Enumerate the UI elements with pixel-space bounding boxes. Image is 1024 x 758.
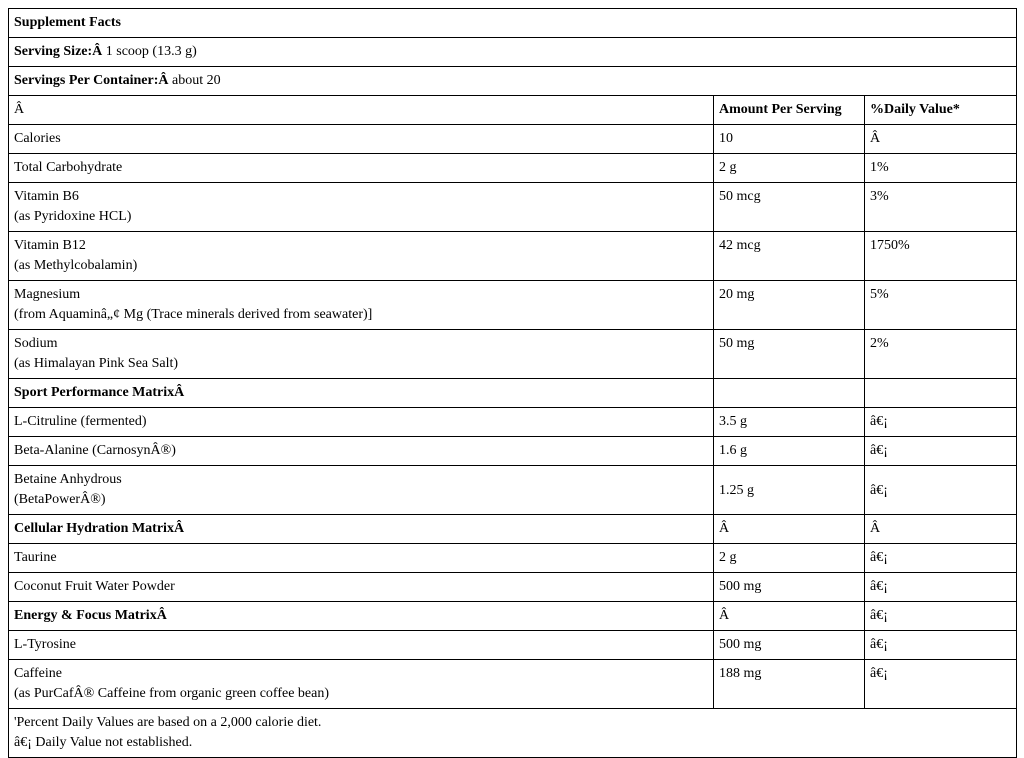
- daily-value-cell: 5%: [865, 281, 1017, 330]
- table-title: Supplement Facts: [9, 9, 1017, 38]
- section-title: Cellular Hydration MatrixÂ: [9, 515, 714, 544]
- section-title: Energy & Focus MatrixÂ: [9, 602, 714, 631]
- table-row: [9, 660, 1017, 709]
- table-row: [9, 437, 1017, 466]
- nutrient-name-cell: [9, 232, 714, 281]
- column-header-row: [9, 96, 1017, 125]
- header-daily-value: %Daily Value*: [865, 96, 1017, 125]
- footnote-daily-value-not-established: â€¡ Daily Value not established.: [14, 735, 193, 750]
- daily-value-cell: 1750%: [865, 232, 1017, 281]
- nutrient-name: Calories: [14, 131, 61, 146]
- nutrient-name-cell: [9, 437, 714, 466]
- daily-value-cell: â€¡: [865, 660, 1017, 709]
- daily-value-cell: 3%: [865, 183, 1017, 232]
- servings-per-container-value: about 20: [168, 73, 221, 88]
- nutrient-source: (BetaPowerÂ®): [14, 492, 106, 507]
- nutrient-name: Magnesium: [14, 287, 81, 302]
- daily-value-cell: â€¡: [865, 544, 1017, 573]
- nutrient-name-cell: [9, 544, 714, 573]
- table-row: [9, 573, 1017, 602]
- daily-value-cell: â€¡: [865, 573, 1017, 602]
- daily-value-cell: Â: [865, 125, 1017, 154]
- amount-per-serving-cell: 3.5 g: [714, 408, 865, 437]
- nutrient-name-cell: [9, 154, 714, 183]
- table-row: [9, 408, 1017, 437]
- nutrient-rows: [9, 125, 1017, 709]
- table-row: [9, 232, 1017, 281]
- daily-value-cell: â€¡: [865, 602, 1017, 631]
- nutrient-name-cell: [9, 631, 714, 660]
- nutrient-name: Taurine: [14, 550, 57, 565]
- header-amount-per-serving: Amount Per Serving: [714, 96, 865, 125]
- nutrient-source: (as Methylcobalamin): [14, 258, 138, 273]
- section-header-row: [9, 602, 1017, 631]
- nutrient-name-cell: [9, 281, 714, 330]
- table-row: [9, 281, 1017, 330]
- supplement-facts-table: [8, 8, 1017, 758]
- nutrient-name-cell: [9, 183, 714, 232]
- nutrient-name-cell: [9, 660, 714, 709]
- nutrient-name: Coconut Fruit Water Powder: [14, 579, 175, 594]
- nutrient-source: (as Pyridoxine HCL): [14, 209, 132, 224]
- table-row: [9, 544, 1017, 573]
- amount-per-serving-cell: [714, 379, 865, 408]
- daily-value-cell: â€¡: [865, 408, 1017, 437]
- footnote-cell: [9, 709, 1017, 758]
- header-blank-cell: Â: [9, 96, 714, 125]
- nutrient-name: Vitamin B6: [14, 189, 79, 204]
- servings-per-container-label: Servings Per Container:Â: [14, 73, 169, 88]
- nutrient-name: L-Citruline (fermented): [14, 414, 147, 429]
- nutrient-name: Betaine Anhydrous: [14, 472, 122, 487]
- amount-per-serving-cell: 2 g: [714, 544, 865, 573]
- nutrient-name: Sodium: [14, 336, 58, 351]
- nutrient-name: L-Tyrosine: [14, 637, 77, 652]
- nutrient-name-cell: [9, 466, 714, 515]
- daily-value-cell: [865, 379, 1017, 408]
- table-row: [9, 631, 1017, 660]
- servings-per-container-cell: [9, 67, 1017, 96]
- section-title: Sport Performance MatrixÂ: [9, 379, 714, 408]
- daily-value-cell: â€¡: [865, 437, 1017, 466]
- nutrient-name: Vitamin B12: [14, 238, 86, 253]
- table-row: [9, 466, 1017, 515]
- nutrient-name-cell: [9, 573, 714, 602]
- serving-size-cell: [9, 38, 1017, 67]
- daily-value-cell: â€¡: [865, 631, 1017, 660]
- table-row: [9, 183, 1017, 232]
- table-row: [9, 330, 1017, 379]
- amount-per-serving-cell: 500 mg: [714, 631, 865, 660]
- table-row: [9, 154, 1017, 183]
- daily-value-cell: â€¡: [865, 466, 1017, 515]
- footnote-percent-daily-values: 'Percent Daily Values are based on a 2,000 calorie diet.: [14, 715, 322, 730]
- amount-per-serving-cell: 1.25 g: [714, 466, 865, 515]
- daily-value-cell: 1%: [865, 154, 1017, 183]
- nutrient-name: Total Carbohydrate: [14, 160, 123, 175]
- nutrient-name: Beta-Alanine (CarnosynÂ®): [14, 443, 176, 458]
- serving-size-row: [9, 38, 1017, 67]
- supplement-facts-panel: [8, 8, 1016, 758]
- amount-per-serving-cell: Â: [714, 602, 865, 631]
- nutrient-source: (as Himalayan Pink Sea Salt): [14, 356, 179, 371]
- nutrient-source: (from Aquaminâ„¢ Mg (Trace minerals derived from seawater)]: [14, 307, 373, 322]
- nutrient-source: (as PurCafÂ® Caffeine from organic green coffee bean): [14, 686, 330, 701]
- table-row: [9, 125, 1017, 154]
- nutrient-name: Caffeine: [14, 666, 62, 681]
- amount-per-serving-cell: Â: [714, 515, 865, 544]
- serving-size-value: 1 scoop (13.3 g): [102, 44, 197, 59]
- daily-value-cell: 2%: [865, 330, 1017, 379]
- servings-per-container-row: [9, 67, 1017, 96]
- amount-per-serving-cell: 42 mcg: [714, 232, 865, 281]
- serving-size-label: Serving Size:Â: [14, 44, 103, 59]
- amount-per-serving-cell: 20 mg: [714, 281, 865, 330]
- amount-per-serving-cell: 1.6 g: [714, 437, 865, 466]
- nutrient-name-cell: [9, 125, 714, 154]
- section-header-row: [9, 379, 1017, 408]
- amount-per-serving-cell: 50 mcg: [714, 183, 865, 232]
- amount-per-serving-cell: 50 mg: [714, 330, 865, 379]
- amount-per-serving-cell: 188 mg: [714, 660, 865, 709]
- daily-value-cell: Â: [865, 515, 1017, 544]
- title-row: [9, 9, 1017, 38]
- amount-per-serving-cell: 10: [714, 125, 865, 154]
- nutrient-name-cell: [9, 408, 714, 437]
- amount-per-serving-cell: 2 g: [714, 154, 865, 183]
- nutrient-name-cell: [9, 330, 714, 379]
- footnote-row: [9, 709, 1017, 758]
- amount-per-serving-cell: 500 mg: [714, 573, 865, 602]
- section-header-row: [9, 515, 1017, 544]
